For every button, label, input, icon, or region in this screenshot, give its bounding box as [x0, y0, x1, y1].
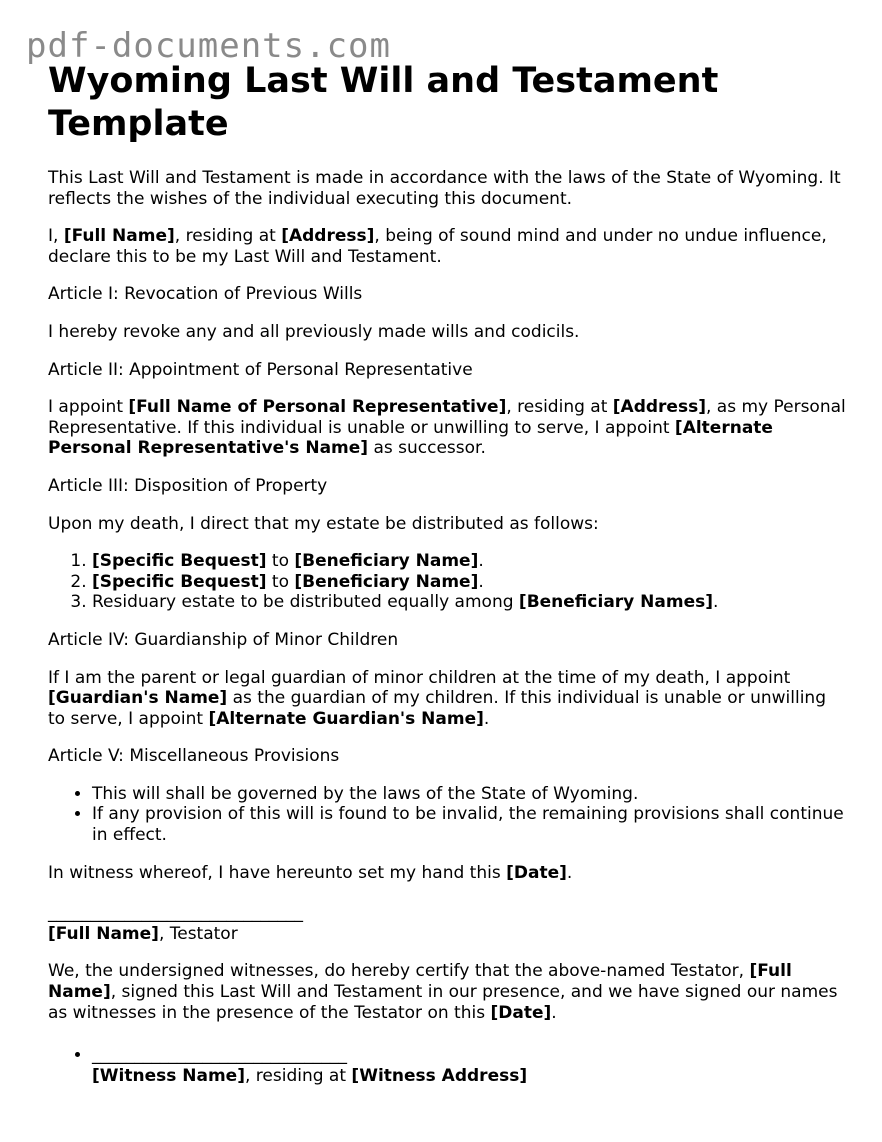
provisions-list [48, 784, 848, 846]
article-3-heading: Article III: Disposition of Property [48, 475, 328, 496]
witness-list [48, 1045, 848, 1086]
placeholder-full-name: [Full Name] [63, 226, 175, 247]
witness-clause: In witness whereof, I have hereunto set my hand this [Date]. [48, 862, 573, 883]
placeholder-cert-name: [Full Name] [48, 961, 792, 1003]
signature-line: ______________________________ [48, 903, 303, 924]
placeholder-alt-guardian: [Alternate Guardian's Name] [208, 708, 484, 729]
list-item: 3. Residuary estate to be distributed equally among [Beneficiary Names]. [92, 592, 848, 613]
witness-certification: We, the undersigned witnesses, do hereby certify that the above-named Testator, [Full Name], signed this Last Will and Testament in our presence, and we have signed our names as witnesses in the presence of the Testator on this [Date]. [48, 961, 838, 1023]
placeholder-guardian: [Guardian's Name] [48, 688, 228, 709]
list-item: 1. [Specific Bequest] to [Beneficiary Name]. [92, 551, 848, 572]
placeholder-witness-name: [Witness Name] [92, 1065, 245, 1086]
list-item: 2. [Specific Bequest] to [Beneficiary Name]. [92, 572, 848, 593]
signature-line: ______________________________ [92, 1045, 347, 1066]
placeholder-alt-rep: [Alternate Personal Representative's Name] [48, 417, 773, 459]
placeholder-testator-name: [Full Name] [48, 923, 159, 944]
article-4-heading: Article IV: Guardianship of Minor Children [48, 629, 399, 650]
testator-signature-block: ______________________________ [Full Name], Testator [48, 903, 303, 944]
article-1-text: I hereby revoke any and all previously made wills and codicils. [48, 321, 580, 342]
bequest-list [48, 551, 848, 613]
placeholder-rep-name: [Full Name of Personal Representative] [128, 397, 507, 418]
placeholder-rep-address: [Address] [612, 397, 706, 418]
article-3-intro: Upon my death, I direct that my estate be distributed as follows: [48, 513, 599, 534]
document-body [48, 60, 848, 1103]
article-4-text: If I am the parent or legal guardian of minor children at the time of my death, I appoint [Guardian's Name] as the guardian of my children. If this individual is unable or unwilling to serve, I appoint [Alternate Guardian's Name]. [48, 667, 826, 729]
placeholder-cert-date: [Date] [490, 1002, 552, 1023]
witness-entry: • ______________________________ [Witness Name], residing at [Witness Address] [92, 1045, 848, 1086]
list-item: • If any provision of this will is found to be invalid, the remaining provisions shall continue in effect. [92, 804, 848, 845]
list-item: • This will shall be governed by the laws of the State of Wyoming. [92, 784, 848, 805]
article-5-heading: Article V: Miscellaneous Provisions [48, 746, 340, 767]
placeholder-witness-address: [Witness Address] [351, 1065, 528, 1086]
article-2-text: I appoint [Full Name of Personal Representative], residing at [Address], as my Personal Representative. If this individual is unable or unwilling to serve, I appoint [Alternate Personal Representative's Name] as successor. [48, 397, 846, 459]
document-title: Wyoming Last Will and Testament Template [48, 61, 719, 144]
placeholder-address: [Address] [281, 226, 375, 247]
declaration-paragraph: I, [Full Name], residing at [Address], being of sound mind and under no undue influence, declare this to be my Last Will and Testament. [48, 226, 827, 267]
placeholder-date: [Date] [506, 862, 567, 883]
article-2-heading: Article II: Appointment of Personal Representative [48, 359, 473, 380]
intro-paragraph: This Last Will and Testament is made in accordance with the laws of the State of Wyoming. It reflects the wishes of the individual executing this document. [48, 168, 841, 209]
watermark: pdf-documents.com [26, 26, 391, 66]
article-1-heading: Article I: Revocation of Previous Wills [48, 284, 363, 305]
